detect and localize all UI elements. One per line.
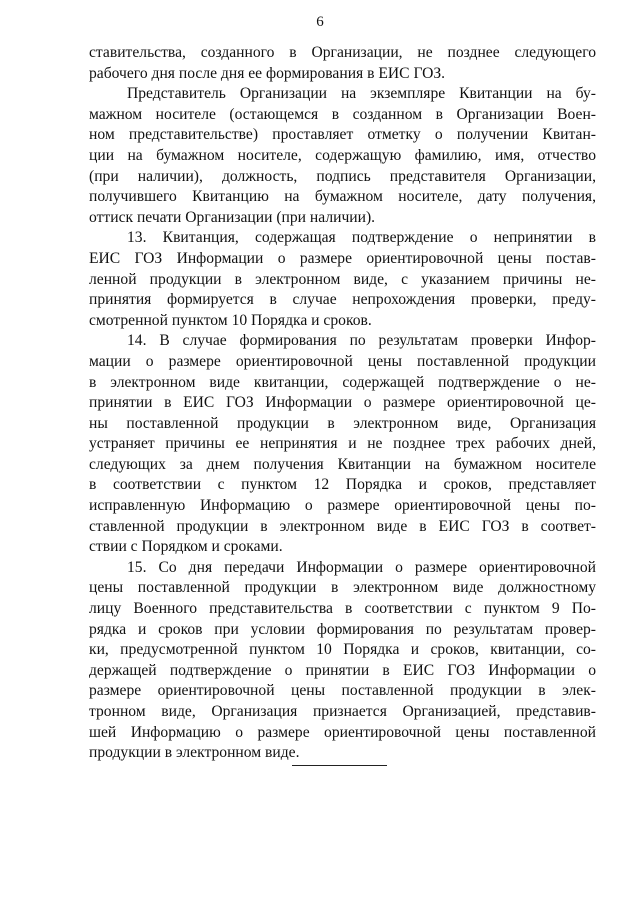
text-line: рабочего дня после дня ее формирования в ЕИС ГОЗ. xyxy=(89,64,446,82)
text-line: ки, предусмотренной пунктом 10 Порядка и сроков, квитанции, со- xyxy=(89,641,596,659)
text-line: ны поставленной продукции в электронном виде, Организация xyxy=(89,414,596,432)
text-line: 13. Квитанция, содержащая подтверждение о непринятии в xyxy=(127,229,596,247)
text-line: оттиск печати Организации (при наличии). xyxy=(89,208,376,226)
text-line: получившего Квитанцию на бумажном носителе, дату получения, xyxy=(89,188,596,206)
text-line: ствии с Порядком и сроками. xyxy=(89,538,283,556)
text-line: смотренной пунктом 10 Порядка и сроков. xyxy=(89,311,372,329)
text-line: (при наличии), должность, подпись представителя Организации, xyxy=(89,167,596,185)
text-line: держащей подтверждение о принятии в ЕИС ГОЗ Информации о xyxy=(89,661,596,679)
text-line: в соответствии с пунктом 12 Порядка и сроков, представляет xyxy=(89,476,596,494)
text-line: рядка и сроков при условии формирования по результатам провер- xyxy=(89,620,596,638)
text-line: ЕИС ГОЗ Информации о размере ориентировочной цены постав- xyxy=(89,249,596,267)
text-line: мации о размере ориентировочной цены поставленной продукции xyxy=(89,352,596,370)
page-number: 6 xyxy=(316,14,324,30)
document-body xyxy=(89,43,596,764)
text-line: принятии в ЕИС ГОЗ Информации о размере ориентировочной це- xyxy=(89,394,596,412)
text-line: цены поставленной продукции в электронном виде должностному xyxy=(89,579,596,597)
text-line: следующих за днем получения Квитанции на бумажном носителе xyxy=(89,455,596,473)
text-line: мажном носителе (остающемся в созданном в Организации Воен- xyxy=(89,105,596,123)
text-line: принятия формируется в случае непрохождения проверки, преду- xyxy=(89,291,596,309)
text-line: 14. В случае формирования по результатам проверки Инфор- xyxy=(127,332,596,350)
text-line: ставленной продукции в электронном виде в ЕИС ГОЗ в соответ- xyxy=(89,517,596,535)
text-line: ции на бумажном носителе, содержащую фамилию, имя, отчество xyxy=(89,146,596,164)
text-line: в электронном виде квитанции, содержащей подтверждение о не- xyxy=(89,373,596,391)
text-line: ставительства, созданного в Организации, не позднее следующего xyxy=(89,44,596,61)
text-line: Представитель Организации на экземпляре Квитанции на бу- xyxy=(127,85,596,103)
text-line: шей Информацию о размере ориентировочной цены поставленной xyxy=(89,723,596,741)
end-separator-line xyxy=(292,765,387,766)
text-line: тронном виде, Организация признается Организацией, представив- xyxy=(89,703,596,720)
text-line: ном представительстве) проставляет отметку о получении Квитан- xyxy=(89,126,596,144)
text-line: устраняет причины ее непринятия и не позднее трех рабочих дней, xyxy=(89,435,596,453)
text-line: 15. Со дня передачи Информации о размере ориентировочной xyxy=(127,558,596,576)
text-line: размере ориентировочной цены поставленной продукции в элек- xyxy=(89,682,596,700)
text-line: исправленную Информацию о размере ориентировочной цены по- xyxy=(89,497,596,515)
text-line: продукции в электронном виде. xyxy=(89,744,300,762)
text-line: ленной продукции в электронном виде, с указанием причины не- xyxy=(89,270,596,288)
text-line: лицу Военного представительства в соответствии с пунктом 9 По- xyxy=(89,600,596,618)
